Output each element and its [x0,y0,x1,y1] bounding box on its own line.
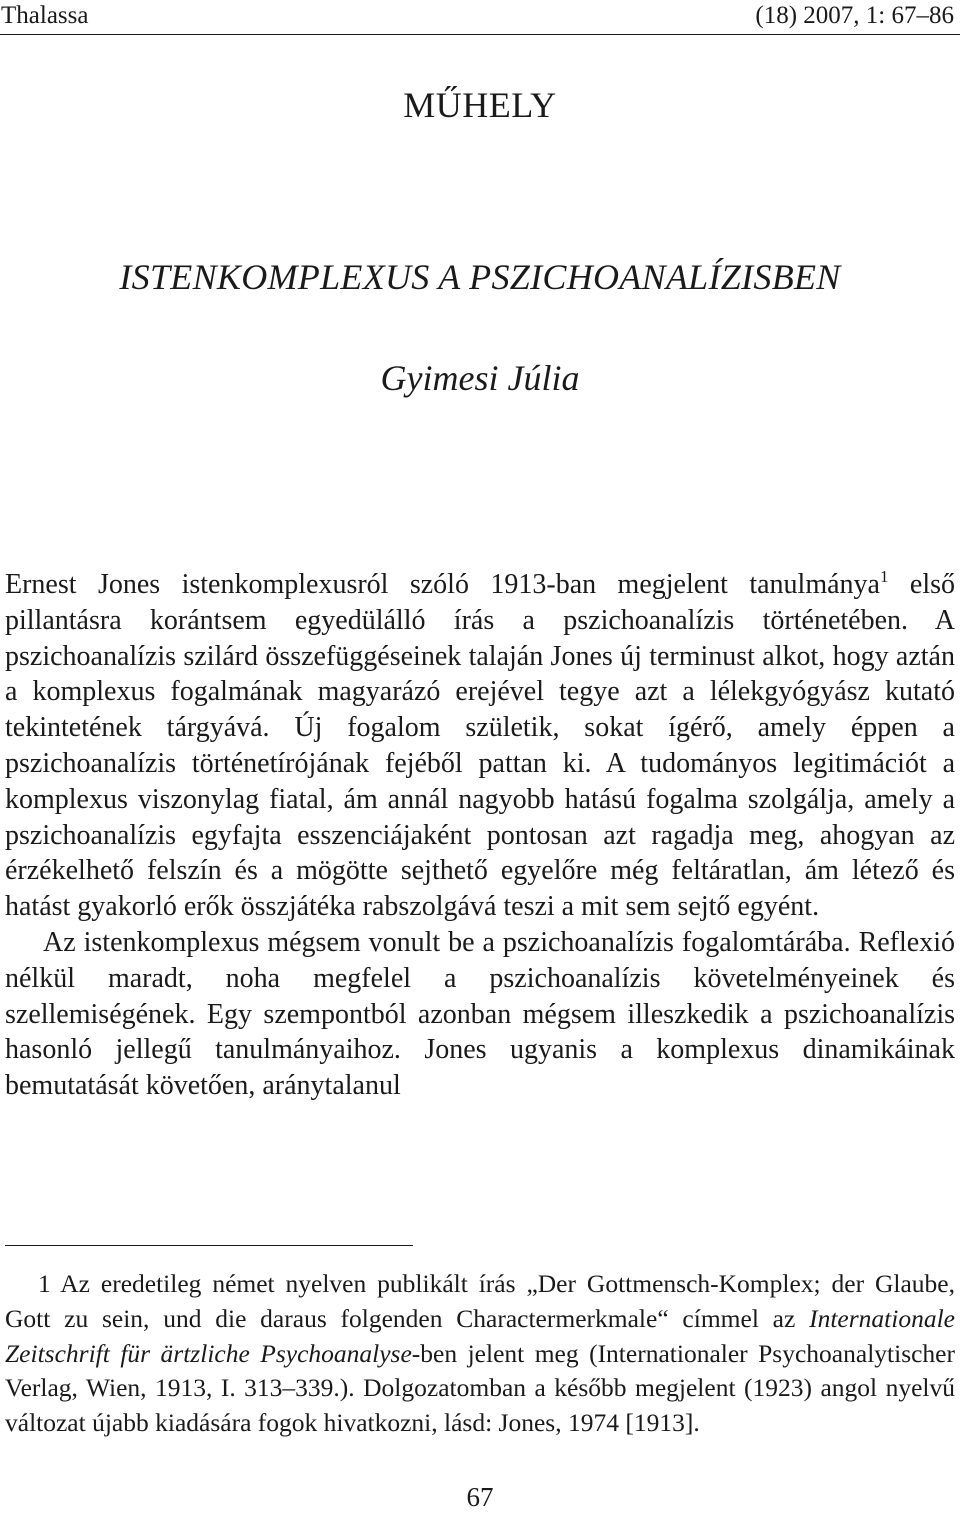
running-header [0,0,960,38]
article-title: ISTENKOMPLEXUS A PSZICHOANALÍZISBEN [119,257,841,297]
issue-info: (18) 2007, 1: 67–86 [755,2,954,29]
body-paragraph [5,567,955,925]
footnote-number: 1 [38,1269,51,1298]
footnote [5,1267,955,1441]
footnote-text-segment: Az eredetileg német nyelven publikált írás „Der Gottmensch-Komplex; der Glaube, Gott zu sein, und die daraus folgenden Charactermerkmale“ címmel az [5,1269,955,1333]
footnote-journal-title: Internationale Zeitschrift für ärtzliche Psychoanalyse [5,1303,955,1368]
article-body [5,567,955,1104]
journal-name: Thalassa [1,2,89,29]
page-number: 67 [466,1482,494,1512]
section-heading: MŰHELY [403,85,557,125]
footnote-rule [5,1245,413,1246]
article-author: Gyimesi Júlia [380,358,580,398]
footnote-paragraph [5,1267,955,1441]
header-rule [0,34,960,35]
footnote-text-segment: -ben jelent meg (Internationaler Psychoanalytischer Verlag, Wien, 1913, I. 313–339.). Dolgozatomban a később megjelent (1923) angol nyelvű változat újabb kiadására fogok hivatkozni, lásd: Jones, 1974 [1913]. [5,1338,955,1438]
body-text-segment: Ernest Jones istenkomplexusról szóló 1913-ban megjelent tanulmánya [5,569,880,600]
body-text-segment: első pillantásra korántsem egyedülálló írás a pszichoanalízis történetében. A pszichoanalízis szilárd összefüggéseinek talaján Jones új terminust alkot, hogy aztán a komplexus fogalmának magyarázó erejével tegye azt a lélekgyógyász kutató tekintetének tárgyává. Új fogalom születik, sokat ígérő, amely éppen a pszichoanalízis történetírójának fejéből pattan ki. A tudományos legitimációt a komplexus viszonylag fiatal, ám annál nagyobb hatású fogalma szolgálja, amely a pszichoanalízis egyfajta esszenciájaként pontosan azt ragadja meg, ahogyan az érzékelhető felszín és a mögötte sejthető egyelőre még feltáratlan, ám létező és hatást gyakorló erők összjátéka rabszolgává teszi a mit sem sejtő egyént. [5,569,956,923]
body-paragraph: Az istenkomplexus mégsem vonult be a pszichoanalízis fogalomtárába. Reflexió nélkül maradt, noha megfelel a pszichoanalízis követelményeinek és szellemiségének. Egy szempontból azonban mégsem illeszkedik a pszichoanalízis hasonló jellegű tanulmányaihoz. Jones ugyanis a komplexus dinamikáinak bemutatását követően, aránytalanul [5,926,955,1102]
footnote-reference: 1 [879,567,889,586]
